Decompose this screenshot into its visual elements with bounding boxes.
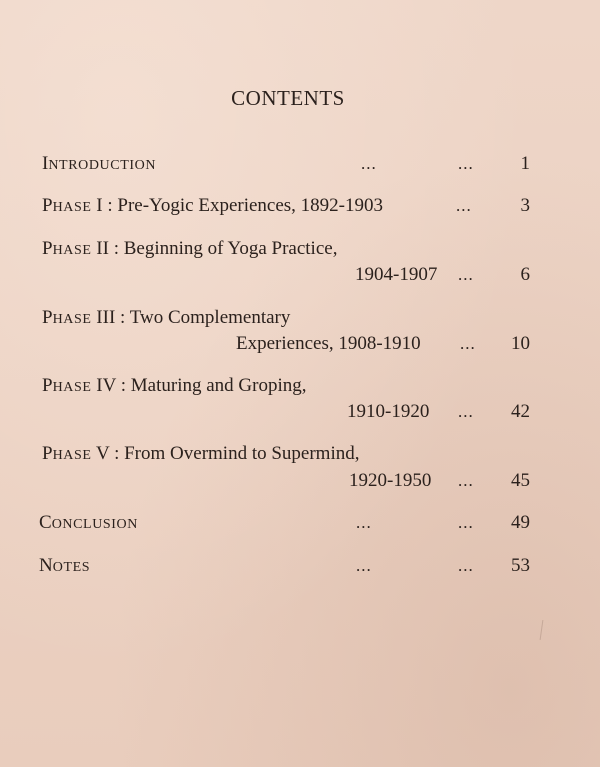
leader-dots: ... (458, 471, 474, 490)
toc-label-title: IV : Maturing and Groping, (91, 375, 307, 396)
toc-label-rest: HASE (52, 312, 92, 327)
leader-dots: ... (356, 513, 372, 532)
toc-entry-introduction[interactable] (42, 153, 156, 175)
toc-label-initial: P (42, 375, 53, 396)
leader-dots: ... (460, 334, 476, 353)
leader-dots: ... (361, 154, 377, 173)
toc-label-initial: P (42, 307, 53, 328)
toc-entry-phase-5-line2: 1920-1950 (349, 470, 432, 491)
toc-label-rest: OTES (52, 560, 91, 575)
toc-entry-phase-2[interactable] (42, 238, 337, 260)
leader-dots: ... (458, 154, 474, 173)
toc-entry-phase-2-line2: 1904-1907 (355, 264, 438, 285)
toc-entry-phase-3-line2: Experiences, 1908-1910 (236, 333, 421, 354)
page-number: 6 (520, 264, 530, 285)
toc-label-title: V : From Overmind to Supermind, (91, 443, 360, 464)
paper-mark (540, 620, 544, 640)
toc-label-initial: P (42, 195, 53, 216)
toc-entry-phase-4-line2: 1910-1920 (347, 401, 430, 422)
toc-label-initial: C (39, 512, 52, 533)
toc-label-title: III : Two Complementary (91, 307, 291, 328)
toc-label-rest: HASE (52, 243, 92, 258)
toc-entry-phase-4[interactable] (42, 375, 307, 397)
toc-label-rest: HASE (52, 448, 92, 463)
leader-dots: ... (456, 196, 472, 215)
toc-label-initial: N (39, 555, 53, 576)
toc-label-rest: NTRODUCTION (48, 158, 157, 173)
page-number: 3 (520, 195, 530, 216)
toc-label-title: I : Pre-Yogic Experiences, 1892-1903 (91, 195, 384, 216)
toc-label-title: II : Beginning of Yoga Practice, (91, 238, 338, 259)
toc-entry-phase-1[interactable] (42, 195, 383, 217)
toc-entry-conclusion[interactable] (39, 512, 138, 534)
toc-entry-phase-3[interactable] (42, 307, 290, 329)
toc-label-rest: HASE (52, 200, 92, 215)
page-number: 53 (511, 555, 530, 576)
leader-dots: ... (458, 513, 474, 532)
toc-label-initial: I (42, 153, 49, 174)
page-number: 10 (511, 333, 530, 354)
toc-label-rest: HASE (52, 380, 92, 395)
toc-label-rest: ONCLUSION (51, 517, 138, 532)
leader-dots: ... (458, 402, 474, 421)
page-number: 1 (520, 153, 530, 174)
leader-dots: ... (458, 556, 474, 575)
toc-entry-phase-5[interactable] (42, 443, 360, 465)
toc-entry-notes[interactable] (39, 555, 90, 577)
leader-dots: ... (458, 265, 474, 284)
page-title: CONTENTS (231, 86, 345, 110)
toc-label-initial: P (42, 443, 53, 464)
leader-dots: ... (356, 556, 372, 575)
page-number: 49 (511, 512, 530, 533)
page-number: 45 (511, 470, 530, 491)
toc-label-initial: P (42, 238, 53, 259)
page-number: 42 (511, 401, 530, 422)
